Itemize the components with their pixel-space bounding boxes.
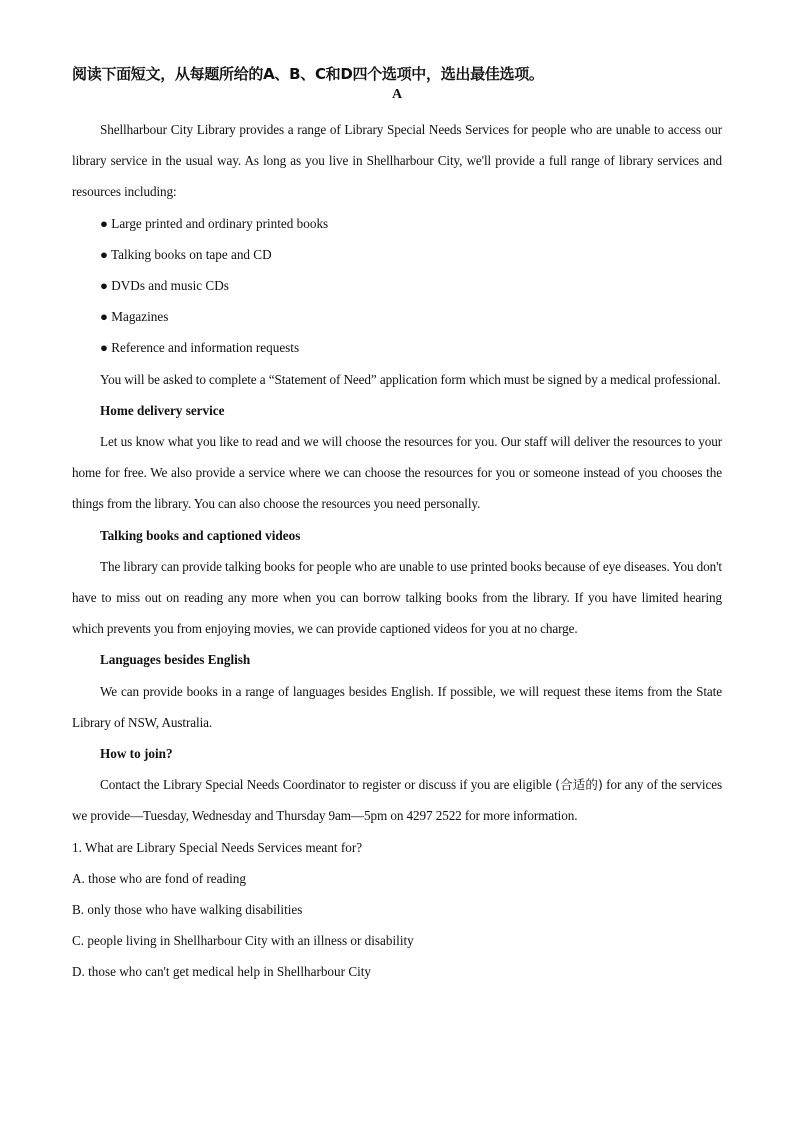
section-text-talking-books: The library can provide talking books for people who are unable to use printed books because of eye diseases. You don't have to miss out on reading any more when you can borrow talking books from the library. If you have limited hearing which prevents you from enjoying movies, we can provide captioned videos for you at no charge. — [72, 558, 722, 637]
list-item: ● DVDs and music CDs — [100, 277, 229, 293]
section-heading-how-to-join: How to join? — [100, 745, 173, 761]
list-item: ● Reference and information requests — [100, 340, 300, 356]
join-text-after: for any of the services we provide—Tuesday, Wednesday and Thursday 9am—5pm on 4297 2522 for more information. — [72, 777, 722, 824]
join-text-before: Contact the Library Special Needs Coordinator to register or discuss if you are eligible — [100, 777, 556, 793]
option-d: D. those who can't get medical help in Shellharbour City — [72, 964, 372, 980]
question-prompt: 1. What are Library Special Needs Services meant for? — [72, 839, 363, 855]
intro-paragraph: Shellharbour City Library provides a range of Library Special Needs Services for people who are unable to access our library service in the usual way. As long as you live in Shellharbour City, we'll provide a full range of library services and resources including: — [72, 122, 722, 200]
instruction-heading: 阅读下面短文，从每题所给的A、B、C和D四个选项中，选出最佳选项。 — [72, 65, 544, 83]
option-a: A. those who are fond of reading — [72, 870, 246, 886]
section-text-home-delivery: Let us know what you like to read and we will choose the resources for you. Our staff will deliver the resources to your home for free. We also provide a service where we can choose the resources for you or someone instead of you chooses the things from the library. You can also choose the resources you need personally. — [72, 433, 722, 512]
list-item: ● Talking books on tape and CD — [100, 246, 272, 262]
join-text-gloss: (合适的) — [555, 777, 603, 793]
section-text-how-to-join — [72, 769, 722, 831]
section-heading-languages: Languages besides English — [100, 652, 251, 668]
section-text-languages: We can provide books in a range of languages besides English. If possible, we will request these items from the State Library of NSW, Australia. — [72, 683, 722, 730]
list-item: ● Magazines — [100, 309, 169, 325]
list-item: ● Large printed and ordinary printed books — [100, 215, 329, 231]
section-heading-home-delivery: Home delivery service — [100, 402, 225, 418]
resource-list — [72, 208, 722, 364]
statement-paragraph: You will be asked to complete a “Statement of Need” application form which must be signed by a medical professional. — [100, 371, 721, 387]
option-c: C. people living in Shellharbour City with an illness or disability — [72, 933, 414, 949]
passage-label: A — [391, 87, 403, 102]
document-page — [72, 62, 722, 987]
section-heading-talking-books: Talking books and captioned videos — [100, 527, 301, 543]
option-b: B. only those who have walking disabilities — [72, 901, 303, 917]
